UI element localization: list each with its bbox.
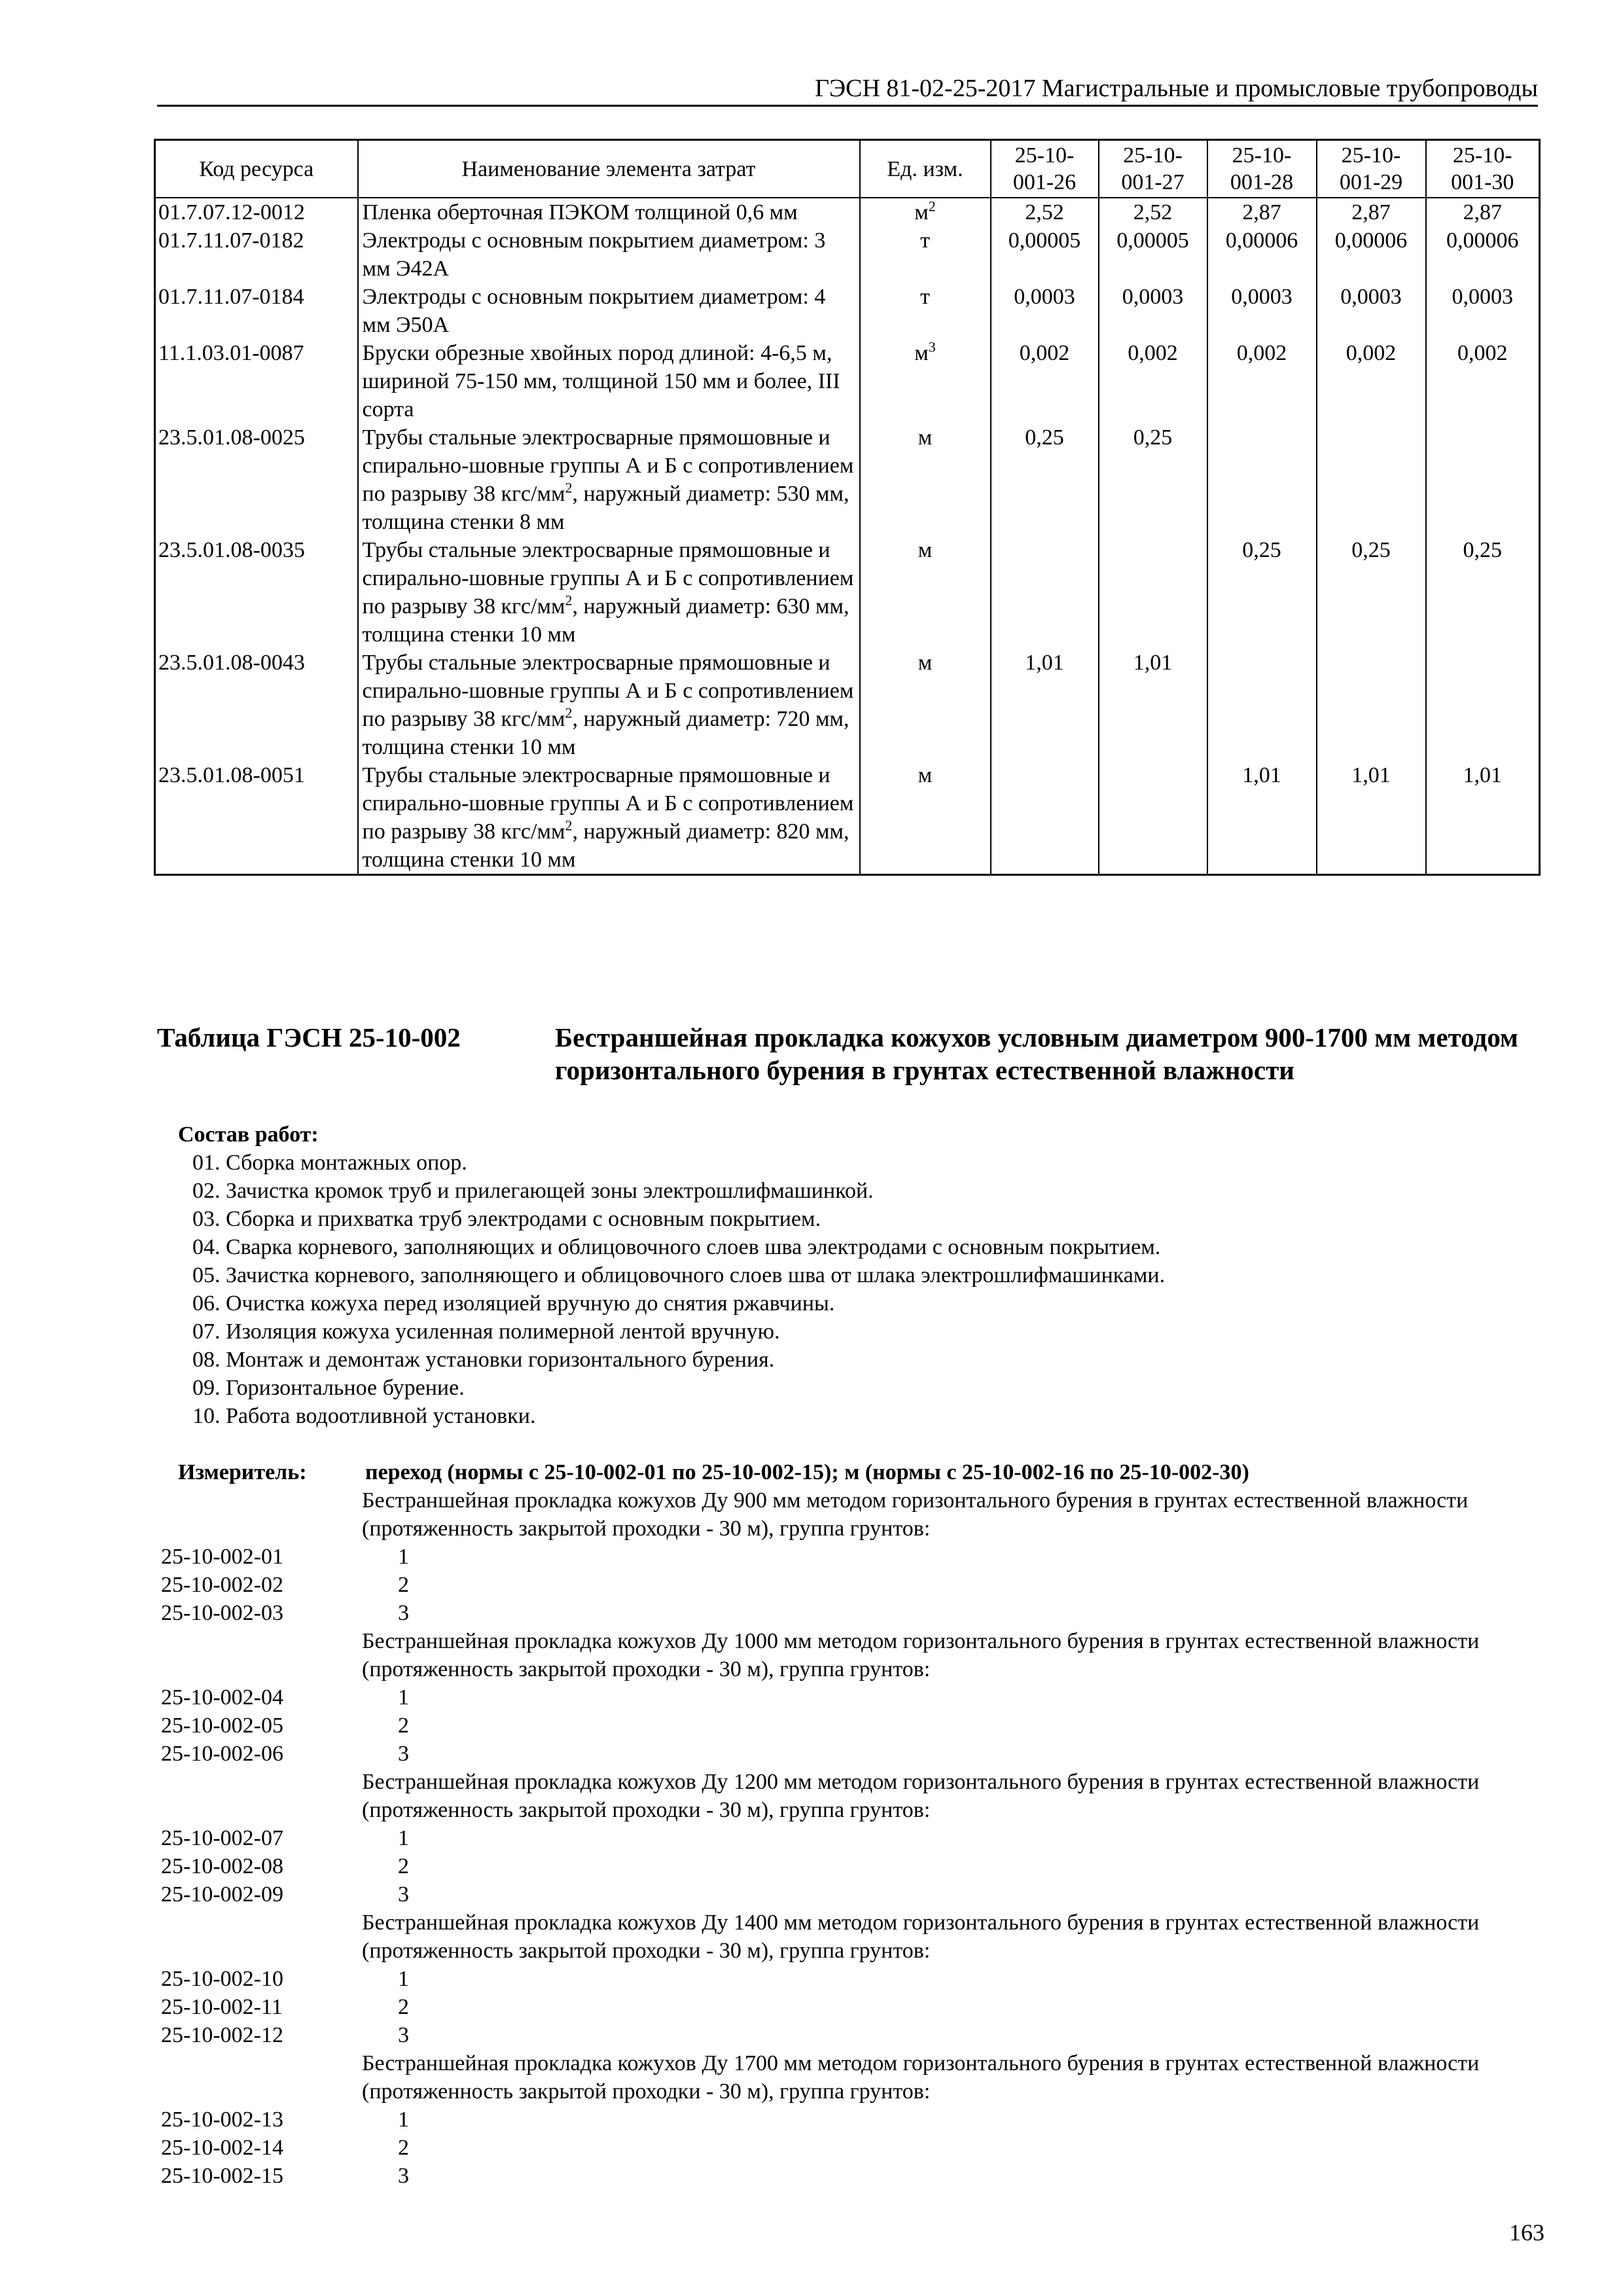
norm-value xyxy=(991,536,1099,649)
norm-value: 0,0003 xyxy=(991,283,1099,339)
resource-code: 23.5.01.08-0051 xyxy=(155,761,358,875)
resource-name: Электроды с основным покрытием диаметром: 4 мм Э50А xyxy=(358,283,860,339)
table-header-row xyxy=(155,140,1540,198)
norm-value: 2,87 xyxy=(1426,198,1540,226)
norm-code: 25-10-002-05 xyxy=(161,1713,283,1738)
norm-row xyxy=(157,2106,1538,2134)
norm-value: 2,87 xyxy=(1207,198,1317,226)
document-title: ГЭСН 81-02-25-2017 Магистральные и промысловые трубопроводы xyxy=(815,75,1538,102)
norm-row xyxy=(157,1571,1538,1599)
resource-name: Трубы стальные электросварные прямошовные и спирально-шовные группы А и Б с сопротивлением по разрыву 38 кгс/$мм^2$, наружный диаметр: 820 мм, толщина стенки 10 мм xyxy=(358,761,860,875)
norm-group-1000 xyxy=(157,1627,1538,1768)
norm-value xyxy=(991,761,1099,875)
norm-row xyxy=(157,2021,1538,2049)
table-row xyxy=(155,198,1540,226)
norm-row xyxy=(157,2162,1538,2190)
norm-value xyxy=(1207,423,1317,536)
col-header-name: Наименование элемента затрат xyxy=(358,140,860,198)
table-row xyxy=(155,339,1540,423)
work-item: 04. Сварка корневого, заполняющих и облицовочного слоев шва электродами с основным покрытием. xyxy=(192,1235,1161,1259)
resource-name: Трубы стальные электросварные прямошовные и спирально-шовные группы А и Б с сопротивлением по разрыву 38 кгс/$мм^2$, наружный диаметр: 530 мм, толщина стенки 8 мм xyxy=(358,423,860,536)
resource-name: Трубы стальные электросварные прямошовные и спирально-шовные группы А и Б с сопротивлением по разрыву 38 кгс/$мм^2$, наружный диаметр: 720 мм, толщина стенки 10 мм xyxy=(358,649,860,761)
resource-unit: м xyxy=(860,423,991,536)
norm-code: 25-10-002-13 xyxy=(161,2108,283,2132)
work-item: 05. Зачистка корневого, заполняющего и облицовочного слоев шва от шлака электрошлифмашинками. xyxy=(192,1263,1166,1287)
meter-section xyxy=(157,1458,1538,2190)
soil-group: 1 xyxy=(398,1826,409,1850)
soil-group: 3 xyxy=(398,1742,409,1766)
norm-code: 25-10-002-03 xyxy=(161,1601,283,1625)
soil-group: 2 xyxy=(398,2136,409,2160)
resource-name: Трубы стальные электросварные прямошовные и спирально-шовные группы А и Б с сопротивлением по разрыву 38 кгс/$мм^2$, наружный диаметр: 630 мм, толщина стенки 10 мм xyxy=(358,536,860,649)
norm-row xyxy=(157,1740,1538,1768)
col-header-unit: Ед. изм. xyxy=(860,140,991,198)
resource-code: 23.5.01.08-0025 xyxy=(155,423,358,536)
resource-unit: т xyxy=(860,283,991,339)
norm-value: 0,25 xyxy=(991,423,1099,536)
norm-group-description: Бестраншейная прокладка кожухов Ду 1700 мм методом горизонтального бурения в грунтах естественной влажности (протяженность закрытой проходки - 30 м), группа грунтов: xyxy=(362,2051,1480,2104)
norm-code: 25-10-002-02 xyxy=(161,1573,283,1597)
norm-value xyxy=(1317,423,1426,536)
norm-code: 25-10-002-12 xyxy=(161,2023,283,2047)
norm-code: 25-10-002-11 xyxy=(161,1995,283,2019)
soil-group: 3 xyxy=(398,1601,409,1625)
col-header-25-10-001-28: 25-10- 001-28 xyxy=(1207,140,1317,198)
norm-value xyxy=(1099,761,1207,875)
resource-unit: $м^3$ xyxy=(860,339,991,423)
norm-value: 0,002 xyxy=(1099,339,1207,423)
norm-group-description: Бестраншейная прокладка кожухов Ду 900 мм методом горизонтального бурения в грунтах естественной влажности (протяженность закрытой проходки - 30 м), группа грунтов: xyxy=(362,1488,1469,1541)
resource-code: 01.7.11.07-0182 xyxy=(155,226,358,283)
norm-code: 25-10-002-15 xyxy=(161,2164,283,2188)
resource-table xyxy=(154,139,1541,876)
table-row xyxy=(155,423,1540,536)
meter-row xyxy=(157,1458,1538,1486)
norm-value: 0,002 xyxy=(1207,339,1317,423)
table-number: Таблица ГЭСН 25-10-002 xyxy=(157,1022,461,1052)
norm-group-description: Бестраншейная прокладка кожухов Ду 1400 мм методом горизонтального бурения в грунтах естественной влажности (протяженность закрытой проходки - 30 м), группа грунтов: xyxy=(362,1910,1480,1963)
resource-unit: $м^2$ xyxy=(860,198,991,226)
norm-group-description: Бестраншейная прокладка кожухов Ду 1200 мм методом горизонтального бурения в грунтах естественной влажности (протяженность закрытой проходки - 30 м), группа грунтов: xyxy=(362,1770,1480,1822)
soil-group: 2 xyxy=(398,1713,409,1738)
work-item: 06. Очистка кожуха перед изоляцией вручную до снятия ржавчины. xyxy=(192,1291,835,1316)
norm-row xyxy=(157,1965,1538,1993)
resource-code: 01.7.11.07-0184 xyxy=(155,283,358,339)
norm-value: 1,01 xyxy=(1099,649,1207,761)
norm-value xyxy=(1317,649,1426,761)
norm-value: 0,25 xyxy=(1317,536,1426,649)
norm-value: 2,52 xyxy=(1099,198,1207,226)
table-row xyxy=(155,226,1540,283)
norm-value: 0,25 xyxy=(1426,536,1540,649)
norm-value: 0,00006 xyxy=(1317,226,1426,283)
norm-value: 1,01 xyxy=(991,649,1099,761)
resource-unit: м xyxy=(860,761,991,875)
col-header-25-10-001-30: 25-10- 001-30 xyxy=(1426,140,1540,198)
norm-value: 0,002 xyxy=(991,339,1099,423)
norm-row xyxy=(157,1683,1538,1712)
work-composition-label: Состав работ: xyxy=(178,1122,319,1147)
norm-value: 0,00006 xyxy=(1426,226,1540,283)
norm-group-description: Бестраншейная прокладка кожухов Ду 1000 мм методом горизонтального бурения в грунтах естественной влажности (протяженность закрытой проходки - 30 м), группа грунтов: xyxy=(362,1629,1480,1681)
running-header xyxy=(157,73,1538,107)
norm-value: 0,00005 xyxy=(1099,226,1207,283)
norm-value xyxy=(1207,649,1317,761)
table-row xyxy=(155,536,1540,649)
norm-row xyxy=(157,1993,1538,2021)
norm-group-1200 xyxy=(157,1768,1538,1909)
norm-row xyxy=(157,2134,1538,2162)
norm-value xyxy=(1426,649,1540,761)
norm-value: 0,00005 xyxy=(991,226,1099,283)
norm-row xyxy=(157,1599,1538,1627)
soil-group: 1 xyxy=(398,1545,409,1569)
norm-code: 25-10-002-01 xyxy=(161,1545,283,1569)
norm-value: 1,01 xyxy=(1317,761,1426,875)
col-header-25-10-001-29: 25-10- 001-29 xyxy=(1317,140,1426,198)
norm-value xyxy=(1426,423,1540,536)
norm-value: 0,0003 xyxy=(1317,283,1426,339)
norm-code: 25-10-002-14 xyxy=(161,2136,283,2160)
norm-value: 2,52 xyxy=(991,198,1099,226)
norm-group-1700 xyxy=(157,2049,1538,2190)
norm-value: 0,25 xyxy=(1099,423,1207,536)
table-name: Бестраншейная прокладка кожухов условным диаметром 900-1700 мм методом горизонтального бурения в грунтах естественной влажности xyxy=(555,1022,1518,1085)
norm-row xyxy=(157,1824,1538,1852)
resource-unit: м xyxy=(860,649,991,761)
norm-value xyxy=(1099,536,1207,649)
work-item: 10. Работа водоотливной установки. xyxy=(192,1404,536,1428)
norm-row xyxy=(157,1852,1538,1880)
norm-value: 1,01 xyxy=(1426,761,1540,875)
work-composition xyxy=(178,1121,1165,1430)
norm-value: 0,00006 xyxy=(1207,226,1317,283)
soil-group: 3 xyxy=(398,1882,409,1907)
norm-value: 0,0003 xyxy=(1426,283,1540,339)
norm-code: 25-10-002-10 xyxy=(161,1967,283,1991)
table-row xyxy=(155,761,1540,875)
norm-code: 25-10-002-04 xyxy=(161,1685,283,1710)
norm-value: 0,0003 xyxy=(1099,283,1207,339)
work-list xyxy=(178,1149,1165,1430)
work-item: 03. Сборка и прихватка труб электродами с основным покрытием. xyxy=(192,1207,821,1231)
soil-group: 3 xyxy=(398,2164,409,2188)
resource-name: Пленка оберточная ПЭКОМ толщиной 0,6 мм xyxy=(358,198,860,226)
resource-code: 11.1.03.01-0087 xyxy=(155,339,358,423)
norm-value: 1,01 xyxy=(1207,761,1317,875)
norm-group-1400 xyxy=(157,1909,1538,2049)
norm-row xyxy=(157,1880,1538,1909)
soil-group: 1 xyxy=(398,1967,409,1991)
resource-code: 01.7.07.12-0012 xyxy=(155,198,358,226)
norm-value: 0,25 xyxy=(1207,536,1317,649)
work-item: 07. Изоляция кожуха усиленная полимерной лентой вручную. xyxy=(192,1319,780,1344)
meter-label: Измеритель: xyxy=(178,1460,307,1484)
col-header-25-10-001-26: 25-10- 001-26 xyxy=(991,140,1099,198)
work-item: 09. Горизонтальное бурение. xyxy=(192,1376,465,1400)
soil-group: 2 xyxy=(398,1995,409,2019)
meter-value: переход (нормы с 25-10-002-01 по 25-10-002-15); м (нормы с 25-10-002-16 по 25-10-002-30) xyxy=(365,1460,1249,1484)
norm-code: 25-10-002-06 xyxy=(161,1742,283,1766)
norm-value: 2,87 xyxy=(1317,198,1426,226)
norm-group-900 xyxy=(157,1486,1538,1627)
table-row xyxy=(155,283,1540,339)
work-item: 08. Монтаж и демонтаж установки горизонтального бурения. xyxy=(192,1348,775,1372)
resource-name: Бруски обрезные хвойных пород длиной: 4-6,5 м, шириной 75-150 мм, толщиной 150 мм и более, III сорта xyxy=(358,339,860,423)
soil-group: 1 xyxy=(398,1685,409,1710)
resource-name: Электроды с основным покрытием диаметром: 3 мм Э42А xyxy=(358,226,860,283)
norm-value: 0,002 xyxy=(1426,339,1540,423)
table-row xyxy=(155,649,1540,761)
norm-value: 0,0003 xyxy=(1207,283,1317,339)
resource-unit: м xyxy=(860,536,991,649)
soil-group: 2 xyxy=(398,1854,409,1878)
norm-code: 25-10-002-09 xyxy=(161,1882,283,1907)
soil-group: 3 xyxy=(398,2023,409,2047)
work-item: 01. Сборка монтажных опор. xyxy=(192,1151,467,1175)
col-header-code: Код ресурса xyxy=(155,140,358,198)
resource-code: 23.5.01.08-0043 xyxy=(155,649,358,761)
col-header-25-10-001-27: 25-10- 001-27 xyxy=(1099,140,1207,198)
page-number: 163 xyxy=(1509,2219,1544,2246)
resource-code: 23.5.01.08-0035 xyxy=(155,536,358,649)
resource-unit: т xyxy=(860,226,991,283)
norm-code: 25-10-002-08 xyxy=(161,1854,283,1878)
norm-value: 0,002 xyxy=(1317,339,1426,423)
soil-group: 1 xyxy=(398,2108,409,2132)
work-item: 02. Зачистка кромок труб и прилегающей зоны электрошлифмашинкой. xyxy=(192,1179,874,1203)
soil-group: 2 xyxy=(398,1573,409,1597)
norm-code: 25-10-002-07 xyxy=(161,1826,283,1850)
norm-row xyxy=(157,1543,1538,1571)
norm-row xyxy=(157,1712,1538,1740)
